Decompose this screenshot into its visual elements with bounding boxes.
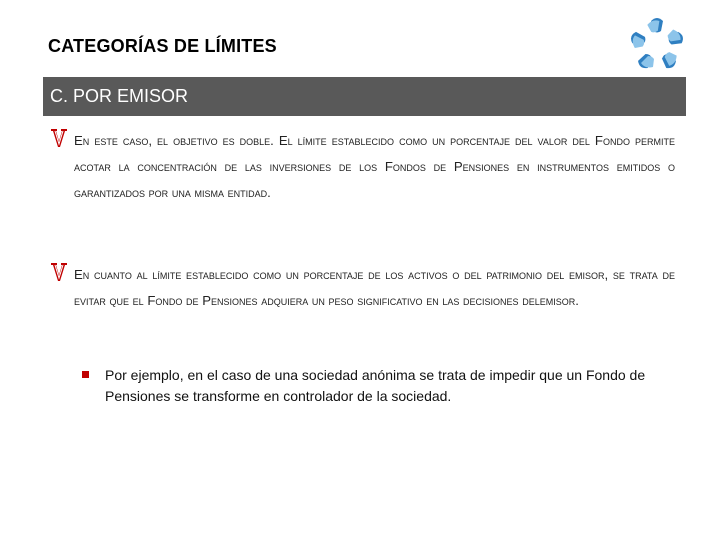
- hands-circle-logo: [626, 16, 688, 74]
- sub-list-item: [82, 365, 678, 407]
- list-item: [50, 262, 675, 314]
- section-title: C. POR EMISOR: [50, 86, 189, 106]
- red-v-bullet-icon: [50, 262, 68, 282]
- sub-bullet-text: Por ejemplo, en el caso de una sociedad anónima se trata de impedir que un Fondo de Pensiones se transforme en controlador de la sociedad.: [105, 367, 646, 404]
- section-header-bar: [43, 77, 686, 116]
- red-v-bullet-icon: [50, 128, 68, 148]
- bullet-text: En este caso, el objetivo es doble. El límite establecido como un porcentaje del valor del Fondo permite acotar la concentración de las inversiones de los Fondos de Pensiones en instrumentos emitidos o garantizados por una misma entidad.: [74, 133, 675, 200]
- list-item: [50, 128, 675, 206]
- red-square-bullet-icon: [82, 371, 89, 378]
- bullet-text: En cuanto al límite establecido como un porcentaje de los activos o del patrimonio del emisor, se trata de evitar que el Fondo de Pensiones adquiera un peso significativo en las decisiones delemisor.: [74, 267, 675, 308]
- slide-title: CATEGORÍAS DE LÍMITES: [48, 36, 277, 56]
